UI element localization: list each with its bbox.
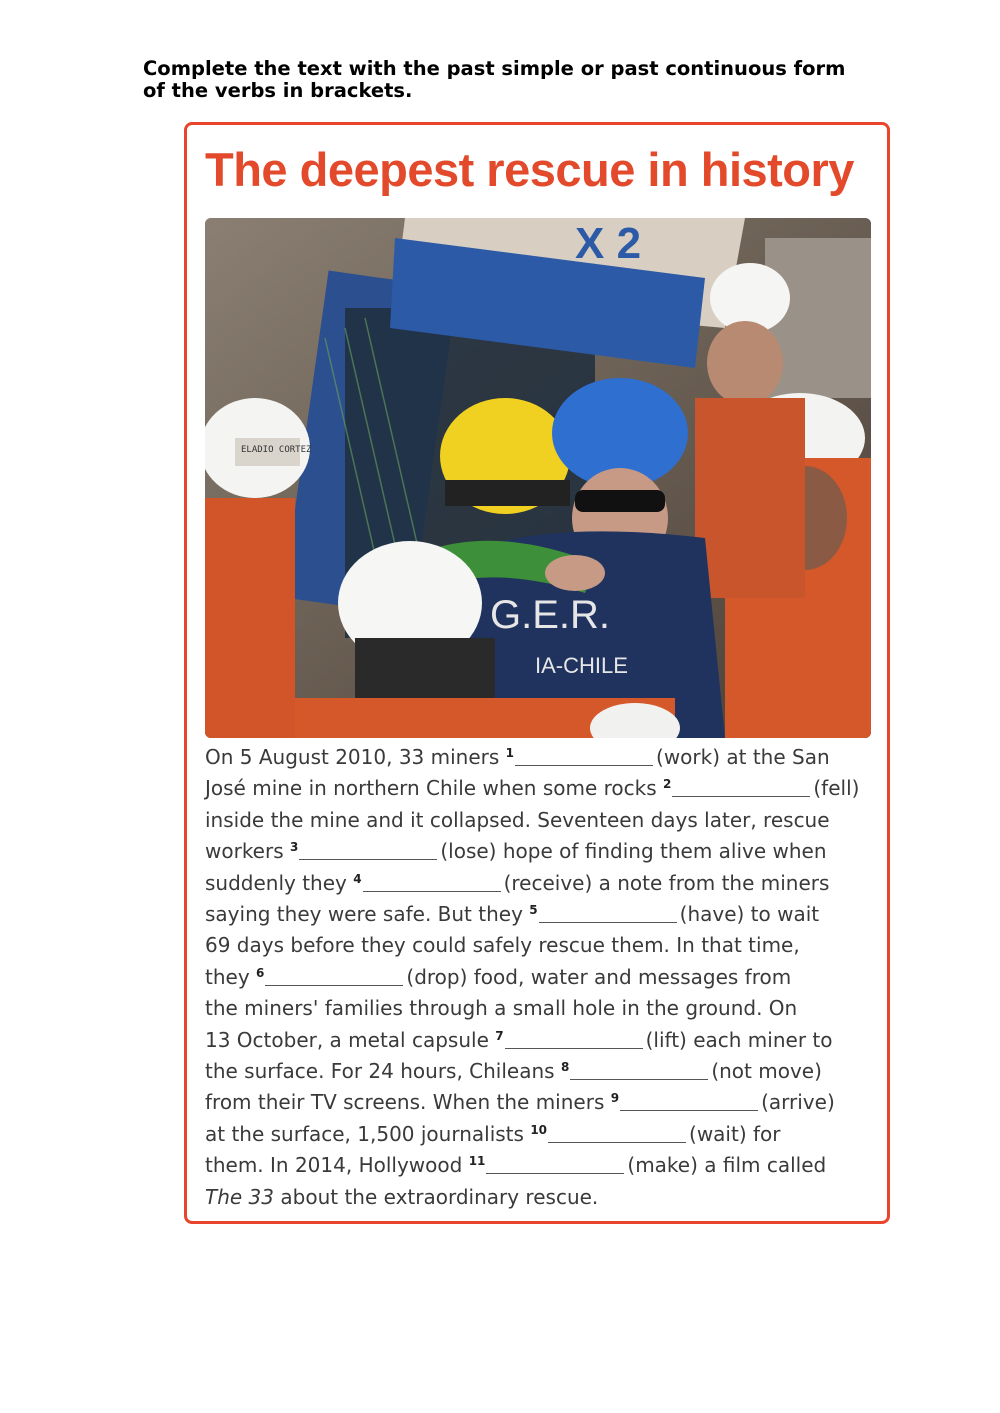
- passage-line: the surface. For 24 hours, Chileans $^8$ (not move): [205, 1059, 822, 1084]
- passage-line: the miners' families through a small hole in the ground. On: [205, 996, 798, 1021]
- passage-line: at the surface, 1,500 journalists $^{10}$ (wait) for: [205, 1121, 781, 1146]
- answer-blank-4[interactable]: [363, 873, 501, 892]
- passage-line: José mine in northern Chile when some rocks $^2$ (fell): [205, 776, 860, 801]
- instruction-line-2: of the verbs in brackets.: [143, 79, 413, 102]
- jacket-label-2: IA-CHILE: [535, 653, 628, 678]
- capsule-label: X 2: [575, 219, 642, 268]
- passage-line: 69 days before they could safely rescue them. In that time,: [205, 933, 800, 958]
- passage-line: workers $^3$ (lose) hope of finding them alive when: [205, 839, 827, 864]
- answer-blank-1[interactable]: [515, 747, 653, 766]
- instruction-line-1: Complete the text with the past simple or past continuous form: [143, 57, 846, 80]
- answer-blank-3[interactable]: [299, 841, 437, 860]
- answer-blank-11[interactable]: [486, 1155, 624, 1174]
- passage-line: The 33 about the extraordinary rescue.: [205, 1184, 599, 1209]
- passage-line: On 5 August 2010, 33 miners $^1$ (work) at the San: [205, 745, 830, 769]
- article-title: The deepest rescue in history: [205, 143, 854, 196]
- passage-line: they $^6$ (drop) food, water and messages from: [205, 964, 792, 989]
- answer-blank-6[interactable]: [265, 967, 403, 986]
- answer-blank-2[interactable]: [672, 778, 810, 797]
- helmet-name-label: ELADIO CORTEZ: [241, 445, 312, 455]
- passage-line: saying they were safe. But they $^5$ (have) to wait: [205, 902, 820, 927]
- rescue-photo: [205, 218, 871, 738]
- answer-blank-10[interactable]: [548, 1124, 686, 1143]
- passage-line: suddenly they $^4$ (receive) a note from the miners: [205, 870, 830, 895]
- passage-line: inside the mine and it collapsed. Seventeen days later, rescue: [205, 807, 830, 832]
- answer-blank-7[interactable]: [505, 1030, 643, 1049]
- passage: [205, 742, 885, 1213]
- answer-blank-5[interactable]: [539, 904, 677, 923]
- film-title: The 33: [205, 1184, 275, 1209]
- instruction: [143, 58, 903, 102]
- article-card: [184, 122, 890, 1224]
- passage-line: from their TV screens. When the miners $^9$ (arrive): [205, 1090, 835, 1115]
- passage-line: them. In 2014, Hollywood $^{11}$ (make) a film called: [205, 1153, 827, 1178]
- jacket-label: G.E.R.: [490, 593, 611, 637]
- passage-line: 13 October, a metal capsule $^7$ (lift) each miner to: [205, 1027, 833, 1052]
- answer-blank-8[interactable]: [570, 1061, 708, 1080]
- answer-blank-9[interactable]: [620, 1092, 758, 1111]
